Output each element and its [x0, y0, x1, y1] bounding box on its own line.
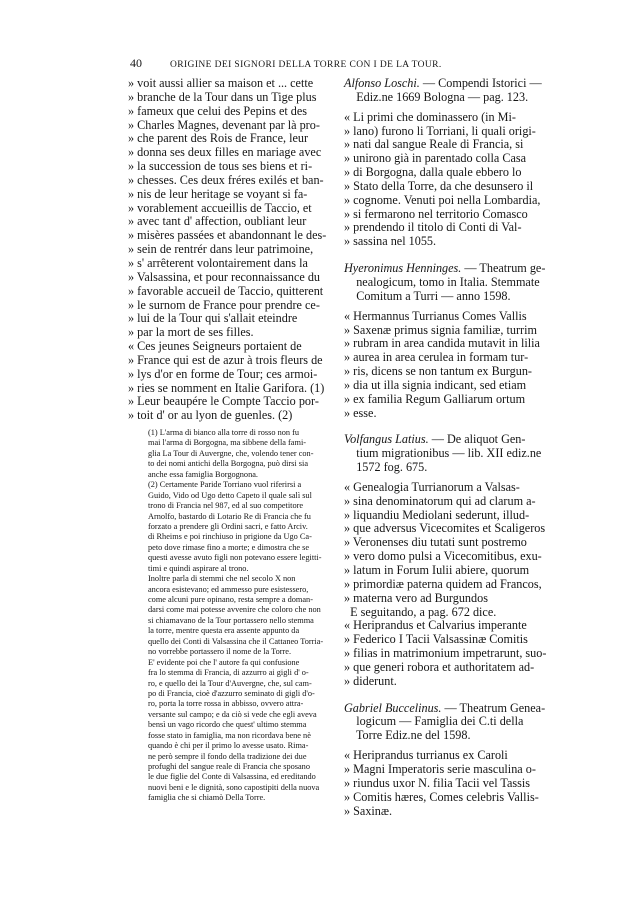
citation-text-line: « Hermannus Turrianus Comes Vallis [344, 308, 527, 323]
left-text-line: » donna ses deux filles en mariage avec [128, 145, 322, 160]
page-number: 40 [130, 56, 142, 70]
citation-text-line: » Comitis hæres, Comes celebris Vallis- [344, 789, 539, 804]
citation-text-line: » Stato della Torre, da che desunsero il [344, 178, 534, 193]
left-text-line: » s' arrêterent volontairement dans la [128, 255, 308, 270]
left-text-line: » branche de la Tour dans un Tige plus [128, 89, 317, 104]
citation-text-line: » que generi robora et authoritatem ad- [344, 659, 535, 674]
footnote-line: to dei nomi antichi della Borgogna, può dirsi sia [148, 459, 308, 469]
footnote-line: mai l'arma di Borgogna, ma sibbene della fami- [148, 438, 307, 448]
citation-text-line: » esse. [344, 405, 377, 420]
footnote-line: E' evidente poi che l' autore fa qui confusione [148, 657, 300, 667]
footnote-line: quello dei Conti di Valsassina che il Cattaneo Torria- [148, 636, 324, 646]
left-text-line: » favorable accueil de Taccio, quitterent [128, 283, 324, 298]
citation-text-line: » nati dal sangue Reale di Francia, si [344, 137, 524, 152]
citation-text-line: » liquandiu Mediolani sederunt, illud- [344, 507, 530, 522]
citation-text-line: E seguitando, a pag. 672 dice. [344, 604, 497, 619]
left-text-line: » France qui est de azur à trois fleurs de [128, 352, 323, 367]
citation-text-line: » Federico I Tacii Valsassinæ Comitis [344, 632, 528, 647]
left-text-line: » toit d' or au lyon de guenles. (2) [128, 408, 293, 423]
citation-text-line: 1572 fog. 675. [344, 460, 428, 475]
footnote-line: le due figlie del Conte di Valsassina, ed ereditando [148, 772, 316, 782]
citation-text-line: » di Borgogna, dalla quale ebbero lo [344, 165, 522, 180]
citation-text-line: » ris, dicens se non tantum ex Burgun- [344, 364, 532, 379]
footnote-line: Inoltre parla di stemmi che nel secolo X non [148, 574, 296, 584]
left-text-line: » sein de rentrér dans leur patrimoine, [128, 242, 314, 257]
footnote-line: fosse stato in famiglia, ma non ricordava bene nè [148, 730, 311, 740]
citation-text-line: » prendendo il titolo di Conti di Val- [344, 220, 522, 235]
footnote-line: ne però sempre il fondo della tradizione dei due [148, 751, 307, 761]
left-text-line: » le surnom de France pour prendre ce- [128, 297, 320, 312]
citation-text-line: » sina denominatorum qui ad clarum a- [344, 493, 536, 508]
citation-text-line: » dia ut illa signia indicant, sed etiam [344, 377, 527, 392]
footnote-line: timi e quindi aspirare al trono. [148, 563, 249, 573]
footnote-line: ro, porta la torre rossa in abbisso, ovvero attra- [148, 699, 304, 709]
left-text-line: » Leur beaupére le Compte Taccio por- [128, 394, 319, 409]
citation-text-line: « Heriprandus et Calvarius imperante [344, 618, 527, 633]
citation-block [344, 77, 590, 249]
citation-text-line: « Li primi che dominassero (in Mi- [344, 109, 516, 124]
footnote-line: glia La Tour di Auvergne, che, volendo tener con- [148, 448, 314, 458]
footnote-line: darsi come mai potesse avvenire che coloro che non [148, 605, 321, 615]
footnote-line: bensì un vago ricordo che quest' ultimo stemma [148, 720, 307, 730]
citation-text-line: » primordiæ paterna quidem ad Francos, [344, 576, 542, 591]
citation-text-line: » diderunt. [344, 673, 397, 688]
footnotes [148, 428, 343, 804]
footnote-line: questi avesse avuto figli non potevano essere legitti- [148, 553, 322, 563]
citation-author-line: Alfonso Loschi. — Compendi Istorici — [344, 76, 542, 90]
left-text-line: » nis de leur heritage se voyant si fa- [128, 186, 308, 201]
left-text-line: » lys d'or en forme de Tour; ces armoi- [128, 366, 318, 381]
citation-text-line: » materna vero ad Burgundos [344, 590, 488, 605]
left-text-line: » par la mort de ses filles. [128, 325, 254, 340]
citation-text-line: » que adversus Vicecomites et Scaligeros [344, 521, 546, 536]
citation-text-line: » Magni Imperatoris serie masculina o- [344, 761, 536, 776]
footnote-line: famiglia che si chiamò Della Torre. [148, 793, 266, 803]
citation-text-line: » Saxenæ primus signia familiæ, turrim [344, 322, 537, 337]
citation-text-line: » Saxinæ. [344, 803, 393, 818]
footnote-line: versante sul campo; e da ciò si vede che egli aveva [148, 709, 317, 719]
left-text-line: » avec tant d' affection, oubliant leur [128, 214, 307, 229]
left-text-line: » Valsassina, et pour reconnaissance du [128, 269, 321, 284]
left-text-line: » chesses. Ces deux fréres exilés et ban- [128, 172, 324, 187]
citation-author-line: Volfangus Latius. — De aliquot Gen- [344, 432, 526, 447]
citation-block [344, 702, 590, 819]
running-title: ORIGINE DEI SIGNORI DELLA TORRE CON I DE LA TOUR. [170, 60, 442, 70]
citation-text-line: » si fermarono nel territorio Comasco [344, 206, 528, 221]
citation-text-line: Comitum a Turri — anno 1598. [344, 288, 511, 303]
left-text-line: » ries se nomment en Italie Garifora. (1) [128, 380, 325, 395]
footnote-line: nuovi beni e le dignità, sono capostipiti della nuova [148, 782, 320, 792]
footnote-line: ancora esistevano; ed ammesso pure esistessero, [148, 584, 309, 594]
citation-text-line: nealogicum, tomo in Italia. Stemmate [344, 274, 540, 289]
footnote-line: forzato a prendere gli Ordini sacri, e fatto Arciv. [148, 521, 308, 531]
citation-text-line: « Heriprandus turrianus ex Caroli [344, 748, 508, 763]
left-text-line: « Ces jeunes Seigneurs portaient de [128, 339, 302, 354]
footnote-line: la torre, mentre questa era assente appunto da [148, 626, 300, 636]
citation-text-line: » rubram in area candida mutavit in lilia [344, 336, 540, 351]
citation-text-line: » sassina nel 1055. [344, 234, 437, 249]
citation-text-line: » latum in Forum Iulii abiere, quorum [344, 563, 530, 577]
footnote-line: quando è chi per il primo lo avesse usato. Rima- [148, 741, 309, 751]
left-column [128, 77, 338, 423]
citation-text-line: « Genealogia Turrianorum a Valsas- [344, 479, 520, 494]
footnote-line: (1) L'arma di bianco alla torre di rosso non fu [148, 428, 300, 437]
citation-text-line: logicum — Famiglia dei C.ti della [344, 714, 524, 729]
footnote-line: Arnolfo, bastardo di Lotario Re di Francia che fu [148, 511, 311, 521]
left-text-line: » lui de la Tour qui s'allait eteindre [128, 311, 298, 326]
citation-block [344, 433, 590, 688]
citation-text-line: » unirono già in parentado colla Casa [344, 151, 527, 166]
footnote-line: no vorrebbe portassero il nome de la Torre. [148, 647, 292, 657]
right-column [344, 77, 590, 818]
citation-text-line: tium migrationibus — lib. XII ediz.ne [344, 446, 542, 461]
footnote-line: peto dove rimase fino a morte; e dimostra che se [148, 542, 310, 552]
footnote-line: anche essa famiglia Borgognona. [148, 469, 258, 479]
left-text-line: » la succession de tous ses biens et ri- [128, 159, 313, 174]
citation-text-line: » aurea in area cerulea in formam tur- [344, 350, 529, 365]
left-text-line: » vorablement accueillis de Taccio, et [128, 200, 312, 215]
footnote-line: Guido, Vido od Ugo detto Capeto il quale salì sul [148, 490, 312, 500]
left-text-line: » Charles Magnes, devenant par là pro- [128, 117, 320, 132]
citation-text-line: » filias in matrimonium impetrarunt, suo- [344, 646, 547, 661]
left-text-line: » misères passées et abandonnant le des- [128, 228, 327, 243]
citation-author-line: Hyeronimus Henninges. — Theatrum ge- [344, 261, 546, 276]
citation-block [344, 262, 590, 420]
citation-text-line: Torre Ediz.ne del 1598. [344, 728, 471, 743]
citation-text-line: » ex familia Regum Galliarum ortum [344, 391, 526, 406]
footnote-line: come alcuni pure opinano, resta sempre a doman- [148, 595, 313, 604]
citation-author-line: Gabriel Buccelinus. — Theatrum Genea- [344, 700, 546, 715]
citation-text-line: » Veronenses diu tutati sunt postremo [344, 535, 527, 550]
footnote-line: fra lo stemma di Francia, di azzurro ai gigli d' o- [148, 668, 309, 678]
footnote-line: si chiamavano de la Tour portassero nello stemma [148, 615, 314, 625]
left-text-line: » voit aussi allier sa maison et ... cette [128, 76, 314, 90]
left-text-line: » fameux que celui des Pepins et des [128, 103, 308, 118]
citation-text-line: » riundus uxor N. filia Tacii vel Tassis [344, 775, 531, 790]
footnote-line: (2) Certamente Paride Torriano vuol riferirsi a [148, 480, 302, 490]
footnote-line: ro, e quello dei la Tour d'Auvergne, che, sul cam- [148, 678, 312, 688]
footnote-line: trono di Francia nel 987, ed al suo competitore [148, 501, 304, 511]
footnote-line: profughi del sangue reale di Francia che sposano [148, 762, 310, 771]
footnote-line: po di Francia, cioè d'azzurro seminato di gigli d'o- [148, 688, 315, 698]
footnote-line: di Rheims e poi rinchiuso in prigione da Ugo Ca- [148, 532, 312, 542]
citation-text-line: » lano) furono li Torriani, li quali origi- [344, 123, 536, 138]
citation-text-line: Ediz.ne 1669 Bologna — pag. 123. [344, 89, 529, 104]
citation-text-line: » cognome. Venuti poi nella Lombardia, [344, 192, 541, 207]
left-text-line: » che parent des Rois de France, leur [128, 131, 309, 146]
citation-text-line: » vero domo pulsi a Vicecomitibus, exu- [344, 549, 542, 564]
